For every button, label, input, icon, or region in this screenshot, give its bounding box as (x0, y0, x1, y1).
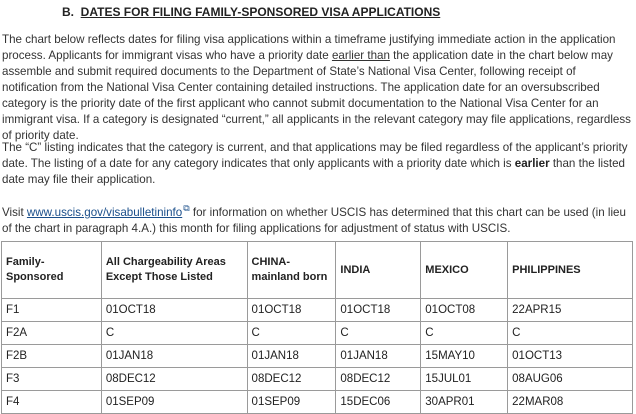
cell-mexico: C (421, 322, 508, 345)
cell-china: 01JAN18 (247, 345, 336, 368)
row-category: F2A (2, 322, 102, 345)
cell-india: 15DEC06 (336, 391, 421, 414)
paragraph-current-part1: The “C” listing indicates that the category is current, and that applications may be filed regardless of the applicant’s priority date. The listing of a date for any category indicates that only applicants with a priority date which is (2, 141, 628, 170)
table-row (2, 368, 633, 391)
table-row (2, 345, 633, 368)
cell-all-chargeability: 08DEC12 (101, 368, 247, 391)
uscis-link[interactable]: www.uscis.gov/visabulletininfo (26, 205, 183, 219)
cell-philippines: 22APR15 (508, 299, 633, 322)
header-all-chargeability: All Chargeability Areas Except Those Listed (101, 242, 247, 299)
paragraph-uscis-part1: Visit (2, 205, 27, 219)
header-family-sponsored: Family-Sponsored (2, 242, 102, 299)
header-mexico: MEXICO (421, 242, 508, 299)
cell-india: C (336, 322, 421, 345)
section-prefix: B. (62, 5, 74, 19)
cell-philippines: C (508, 322, 633, 345)
cell-all-chargeability: 01SEP09 (101, 391, 247, 414)
row-category: F1 (2, 299, 102, 322)
cell-india: 01JAN18 (336, 345, 421, 368)
section-heading (62, 4, 440, 20)
paragraph-current-listing (2, 140, 632, 188)
cell-china: C (247, 322, 336, 345)
cell-philippines: 08AUG06 (508, 368, 633, 391)
paragraph-current-part2: than the listed date may file their application. (2, 157, 626, 186)
cell-china: 01OCT18 (247, 299, 336, 322)
cell-philippines: 01OCT13 (508, 345, 633, 368)
cell-india: 01OCT18 (336, 299, 421, 322)
paragraph-intro (2, 32, 632, 144)
table-row (2, 391, 633, 414)
header-india: INDIA (336, 242, 421, 299)
cell-china: 01SEP09 (247, 391, 336, 414)
cell-india: 08DEC12 (336, 368, 421, 391)
header-china: CHINA-mainland born (247, 242, 336, 299)
cell-mexico: 15MAY10 (421, 345, 508, 368)
table-row (2, 322, 633, 345)
section-title: DATES FOR FILING FAMILY-SPONSORED VISA APPLICATIONS (80, 5, 441, 19)
header-philippines: PHILIPPINES (508, 242, 633, 299)
row-category: F4 (2, 391, 102, 414)
cell-all-chargeability: 01OCT18 (101, 299, 247, 322)
paragraph-intro-underlined: earlier than (331, 49, 390, 62)
paragraph-uscis-part2: for information on whether USCIS has determined that this chart can be used (in lieu of the chart in paragraph 4.A.) this month for filing applications for adjustment of status with USCIS. (2, 205, 626, 235)
cell-mexico: 01OCT08 (421, 299, 508, 322)
paragraph-current-bold: earlier (514, 157, 550, 170)
cell-philippines: 22MAR08 (508, 391, 633, 414)
table-header-row (2, 242, 633, 299)
table-row (2, 299, 633, 322)
cell-all-chargeability: C (101, 322, 247, 345)
cell-all-chargeability: 01JAN18 (101, 345, 247, 368)
filing-dates-table (1, 241, 633, 414)
external-link-icon[interactable]: ⧉ (183, 203, 190, 213)
cell-china: 08DEC12 (247, 368, 336, 391)
cell-mexico: 30APR01 (421, 391, 508, 414)
row-category: F3 (2, 368, 102, 391)
row-category: F2B (2, 345, 102, 368)
paragraph-intro-part1: The chart below reflects dates for filing visa applications within a timeframe justifying immediate action in the application process. Applicants for immigrant visas who have a priority date (2, 33, 616, 62)
paragraph-uscis (2, 200, 632, 237)
paragraph-intro-part2: the application date in the chart below may assemble and submit required documents to the Department of State’s National Visa Center, following receipt of notification from the National Visa Center containing detailed instructions. The application date for an oversubscribed category is the priority date of the first applicant who cannot submit documentation to the National Visa Center for an immigrant visa. If a category is designated “current,” all applicants in the relevant category may file applications, regardless of priority date. (2, 49, 631, 142)
cell-mexico: 15JUL01 (421, 368, 508, 391)
